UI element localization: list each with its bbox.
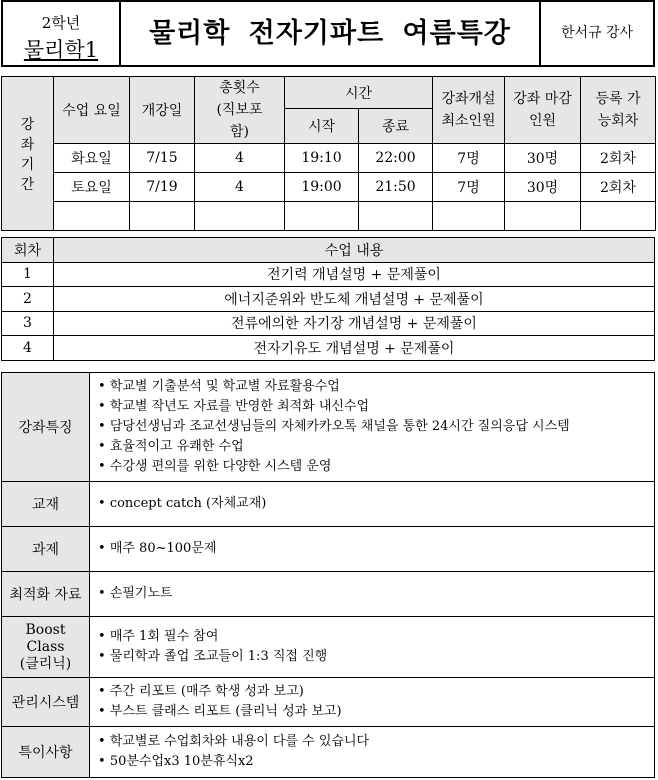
header-start-date: 개강일 [130,77,195,144]
grade-label: 2학년 [41,14,81,32]
session-no: 3 [2,311,54,336]
table-row [2,262,655,287]
header-day: 수업 요일 [54,77,130,144]
table-row [2,287,655,312]
feature-label: 강좌특징 [2,373,90,482]
feature-row [2,678,655,727]
table-row [2,173,656,202]
feature-label: 최적화 자료 [2,572,90,617]
header-time: 시간 [285,77,433,109]
cell-enrollable: 2회차 [581,173,656,202]
subject-label: 물리학1 [23,38,99,62]
feature-label: Boost Class (클리닉) [2,617,90,678]
list-item: • 효율적이고 유쾌한 수업 [98,437,654,457]
feature-row [2,617,655,678]
session-content: 전자기유도 개념설명 + 문제풀이 [54,336,655,361]
session-no: 1 [2,262,54,287]
feature-label: 교재 [2,482,90,527]
cell-min: 7명 [433,144,505,173]
cell-start-date: 7/19 [130,173,195,202]
header-time-start: 시작 [285,109,359,144]
list-item: • concept catch (자체교재) [98,494,654,514]
list-item: • 손필기노트 [98,584,654,604]
table-row [2,311,655,336]
list-item: • 학교별 작년도 자료를 반영한 최적화 내신수업 [98,397,654,417]
feature-row [2,482,655,527]
table-row-empty [2,202,656,231]
cell-enrollable: 2회차 [581,144,656,173]
list-item: • 물리학과 졸업 조교들이 1:3 직접 진행 [98,647,654,667]
table-row [2,144,656,173]
feature-label: 관리시스템 [2,678,90,727]
list-item: • 50분수업x3 10분휴식x2 [98,752,654,772]
header-total-sessions: 총횟수 (직보포함) [195,77,285,144]
header-content: 수업 내용 [54,238,655,263]
page-title: 물리학 전자기파트 여름특강 [121,2,541,65]
cell-time-start: 19:00 [285,173,359,202]
cell-min: 7명 [433,173,505,202]
list-item: • 학교별로 수업회차와 내용이 다를 수 있습니다 [98,732,654,752]
session-content: 에너지준위와 반도체 개념설명 + 문제풀이 [54,287,655,312]
sessions-table [1,237,655,361]
cell-time-end: 22:00 [359,144,433,173]
list-item: • 담당선생님과 조교선생님들의 자체카카오톡 채널을 통한 24시간 질의응답 시스템 [98,417,654,437]
table-row [2,336,655,361]
header-enrollable: 등록 가능회차 [581,77,656,144]
list-item: • 학교별 기출분석 및 학교별 자료활용수업 [98,377,654,397]
list-item: • 부스트 클래스 리포트 (클리닉 성과 보고) [98,702,654,722]
cell-time-end: 21:50 [359,173,433,202]
header-time-end: 종료 [359,109,433,144]
cell-max: 30명 [505,144,581,173]
feature-label: 특이사항 [2,727,90,778]
cell-total: 4 [195,144,285,173]
cell-day: 화요일 [54,144,130,173]
cell-start-date: 7/15 [130,144,195,173]
list-item: • 매주 80~100문제 [98,539,654,559]
feature-row [2,572,655,617]
header-min-students: 강좌개설 최소인원 [433,77,505,144]
cell-day: 토요일 [54,173,130,202]
session-content: 전기력 개념설명 + 문제풀이 [54,262,655,287]
list-item: • 수강생 편의를 위한 다양한 시스템 운영 [98,457,654,477]
session-content: 전류에의한 자기장 개념설명 + 문제풀이 [54,311,655,336]
period-label: 강좌 기간 [2,77,54,231]
teacher-name: 한서규 강사 [560,25,634,41]
feature-label: 과제 [2,527,90,572]
feature-row [2,727,655,778]
feature-row [2,527,655,572]
list-item: • 주간 리포트 (매주 학생 성과 보고) [98,682,654,702]
cell-total: 4 [195,173,285,202]
cell-time-start: 19:10 [285,144,359,173]
header-max-students: 강좌 마감인원 [505,77,581,144]
list-item: • 매주 1회 필수 참여 [98,627,654,647]
header [1,0,655,67]
feature-row [2,373,655,482]
schedule-table [1,76,656,231]
session-no: 2 [2,287,54,312]
header-session: 회차 [2,238,54,263]
grade-box [3,2,121,65]
features-table [1,372,655,778]
session-no: 4 [2,336,54,361]
cell-max: 30명 [505,173,581,202]
